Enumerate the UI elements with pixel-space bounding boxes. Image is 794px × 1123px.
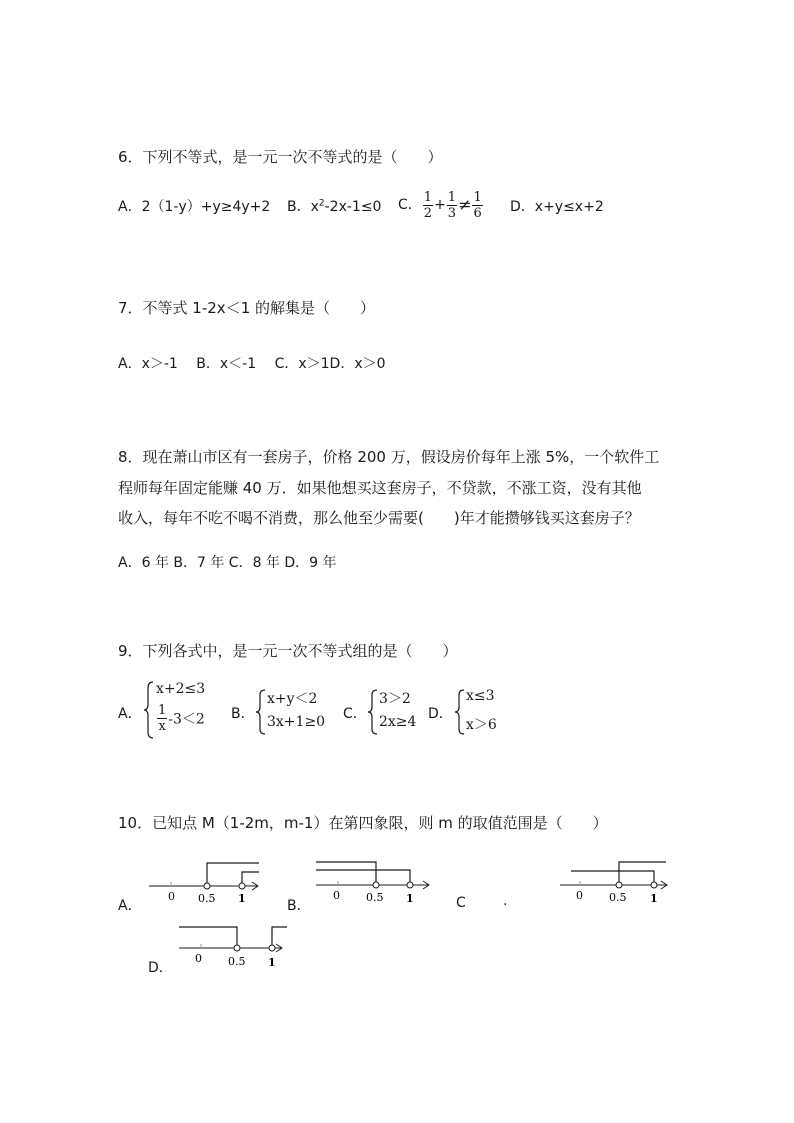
label-1: 1 bbox=[238, 892, 246, 905]
q9-c-line2: 2x≥4 bbox=[379, 714, 417, 730]
label-05: 0.5 bbox=[366, 891, 384, 904]
open-point-1 bbox=[407, 882, 413, 888]
label-1: 1 bbox=[406, 892, 414, 905]
q6-option-c-plus: + bbox=[434, 197, 446, 213]
open-point-05 bbox=[373, 882, 379, 888]
ray-left-to-1 bbox=[571, 871, 654, 882]
label-05: 0.5 bbox=[609, 891, 627, 904]
q9-c-label: C． bbox=[343, 706, 367, 722]
q9-c-brace bbox=[367, 688, 379, 736]
open-point-1 bbox=[239, 883, 245, 889]
open-point-1 bbox=[651, 882, 657, 888]
q9-a-label: A． bbox=[118, 706, 142, 722]
label-1: 1 bbox=[650, 892, 658, 905]
ray-left-to-05 bbox=[316, 862, 376, 882]
open-point-05 bbox=[234, 945, 240, 951]
open-point-1 bbox=[269, 945, 275, 951]
q6-stem: 6．下列不等式，是一元一次不等式的是（ ） bbox=[118, 148, 443, 166]
q9-b-line1: x+y＜2 bbox=[267, 691, 318, 707]
ray-right-from-1 bbox=[272, 927, 287, 945]
q6-option-c-label: C． bbox=[398, 197, 422, 213]
q10-d-label: D． bbox=[148, 960, 173, 976]
q10-number-line-a bbox=[145, 858, 265, 906]
ray-right-from-1 bbox=[242, 872, 259, 883]
q10-c-dot: . bbox=[503, 893, 508, 909]
label-0: 0 bbox=[168, 890, 175, 903]
q7-options: A．x＞-1 B．x＜-1 C．x＞1D．x＞0 bbox=[118, 356, 386, 372]
label-1: 1 bbox=[268, 956, 276, 969]
label-0: 0 bbox=[195, 952, 202, 965]
open-point-05 bbox=[616, 882, 622, 888]
q9-c-line1: 3＞2 bbox=[379, 691, 411, 707]
q8-line-2: 程师每年固定能赚 40 万．如果他想买这套房子，不贷款，不涨工资，没有其他 bbox=[118, 479, 642, 497]
q6-c-frac1-den: 2 bbox=[423, 205, 433, 221]
q9-d-label: D． bbox=[428, 706, 453, 722]
q9-a-line2 bbox=[156, 703, 205, 734]
q6-c-frac3-num: 1 bbox=[473, 189, 482, 205]
q9-a-frac-num: 1 bbox=[158, 703, 167, 718]
q6-option-d: D．x+y≤x+2 bbox=[510, 199, 604, 215]
ray-right-from-05 bbox=[619, 862, 666, 882]
q9-d-line2: x＞6 bbox=[466, 717, 497, 733]
q9-d-brace bbox=[454, 688, 466, 736]
q9-a-brace bbox=[143, 680, 155, 740]
q6-option-c bbox=[398, 187, 484, 223]
label-05: 0.5 bbox=[198, 892, 216, 905]
q6-option-c-frac3 bbox=[472, 190, 482, 221]
q9-stem: 9．下列各式中，是一元一次不等式组的是（ ） bbox=[118, 642, 458, 660]
q8-line-1: 8．现在萧山市区有一套房子，价格 200 万，假设房价每年上涨 5%，一个软件工 bbox=[118, 448, 660, 466]
q6-option-b-post: -2x-1≤0 bbox=[324, 199, 382, 215]
q6-option-c-neq: ≠ bbox=[458, 195, 472, 214]
q9-a-frac-den: x bbox=[158, 719, 166, 734]
q10-c-label: C bbox=[456, 895, 466, 911]
label-0: 0 bbox=[576, 889, 583, 902]
q6-c-frac2-den: 3 bbox=[447, 205, 457, 221]
label-0: 0 bbox=[333, 889, 340, 902]
q6-option-a: A．2（1-y）+y≥4y+2 bbox=[118, 199, 271, 215]
q9-b-label: B． bbox=[231, 706, 255, 722]
ray-left-to-05 bbox=[179, 927, 237, 945]
q6-option-c-frac1 bbox=[423, 190, 433, 221]
ray-left-to-1 bbox=[316, 870, 410, 882]
q9-a-frac bbox=[157, 703, 167, 734]
q6-c-frac2-num: 1 bbox=[447, 189, 457, 205]
q10-b-label: B． bbox=[287, 898, 311, 914]
q6-option-b bbox=[287, 196, 381, 216]
q9-b-brace bbox=[255, 688, 267, 736]
q9-d-line1: x≤3 bbox=[466, 688, 495, 704]
q7-stem: 7．不等式 1-2x＜1 的解集是（ ） bbox=[118, 299, 376, 317]
q9-a-line2-post: -3＜2 bbox=[168, 711, 205, 728]
q10-stem: 10．已知点 M（1-2m，m-1）在第四象限，则 m 的取值范围是（ ） bbox=[118, 814, 608, 832]
q10-number-line-d bbox=[175, 924, 293, 974]
q6-option-c-frac2 bbox=[447, 190, 457, 221]
q10-number-line-c bbox=[556, 857, 674, 907]
open-point-05 bbox=[204, 883, 210, 889]
q10-a-label: A． bbox=[118, 898, 142, 914]
q8-line-3: 收入，每年不吃不喝不消费，那么他至少需要( )年才能攒够钱买这套房子？ bbox=[118, 509, 640, 527]
q9-b-line2: 3x+1≥0 bbox=[267, 714, 326, 730]
q8-options: A．6 年 B．7 年 C．8 年 D．9 年 bbox=[118, 555, 337, 571]
q10-number-line-b bbox=[312, 856, 436, 906]
q6-option-b-pre: B．x bbox=[287, 199, 319, 215]
q9-a-line1: x+2≤3 bbox=[156, 681, 206, 697]
q6-c-frac3-den: 6 bbox=[473, 205, 482, 221]
ray-right-from-05 bbox=[207, 863, 259, 883]
q6-c-frac1-num: 1 bbox=[423, 189, 433, 205]
label-05: 0.5 bbox=[228, 955, 246, 968]
q6-option-b-sup: 2 bbox=[318, 198, 325, 209]
